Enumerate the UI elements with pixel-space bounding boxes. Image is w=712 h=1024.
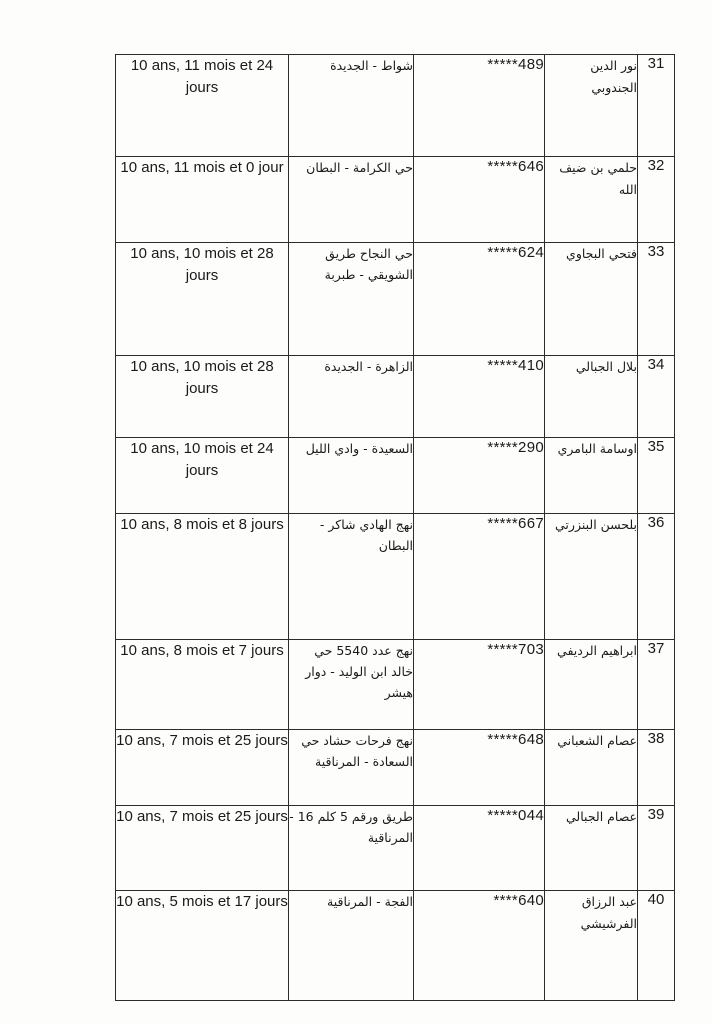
name-cell: عبد الرزاق الفرشيشي <box>545 891 638 1001</box>
table-row <box>116 243 675 356</box>
name-cell: بلحسن البنزرتي <box>545 514 638 640</box>
id-cell: ****640 <box>414 891 545 1001</box>
row-number: 39 <box>638 806 675 891</box>
id-cell: *****290 <box>414 438 545 514</box>
row-number: 32 <box>638 157 675 243</box>
row-number: 36 <box>638 514 675 640</box>
name-cell: حلمي بن ضيف الله <box>545 157 638 243</box>
address-cell: الفجة - المرناقية <box>289 891 414 1001</box>
row-number: 35 <box>638 438 675 514</box>
name-cell: نور الدين الجندوبي <box>545 55 638 157</box>
row-number: 37 <box>638 640 675 730</box>
duration-cell: 10 ans, 10 mois et 28 jours <box>116 356 289 438</box>
table-row <box>116 640 675 730</box>
duration-cell: 10 ans, 11 mois et 24 jours <box>116 55 289 157</box>
name-cell: فتحي البجاوي <box>545 243 638 356</box>
table-row <box>116 514 675 640</box>
address-cell: السعيدة - وادي الليل <box>289 438 414 514</box>
id-cell: *****703 <box>414 640 545 730</box>
address-cell: شواط - الجديدة <box>289 55 414 157</box>
duration-cell: 10 ans, 8 mois et 7 jours <box>116 640 289 730</box>
table-row <box>116 157 675 243</box>
address-cell: الزاهرة - الجديدة <box>289 356 414 438</box>
id-cell: *****646 <box>414 157 545 243</box>
name-cell: اوسامة البامري <box>545 438 638 514</box>
id-cell: *****667 <box>414 514 545 640</box>
id-cell: *****044 <box>414 806 545 891</box>
name-cell: عصام الشعباني <box>545 730 638 806</box>
name-cell: عصام الجبالي <box>545 806 638 891</box>
duration-cell: 10 ans, 5 mois et 17 jours <box>116 891 289 1001</box>
duration-cell: 10 ans, 8 mois et 8 jours <box>116 514 289 640</box>
row-number: 38 <box>638 730 675 806</box>
row-number: 40 <box>638 891 675 1001</box>
address-cell: حي النجاح طريق الشويقي - طبربة <box>289 243 414 356</box>
table-row <box>116 806 675 891</box>
row-number: 33 <box>638 243 675 356</box>
duration-cell: 10 ans, 7 mois et 25 jours <box>116 730 289 806</box>
duration-cell: 10 ans, 10 mois et 24 jours <box>116 438 289 514</box>
table-row <box>116 356 675 438</box>
address-cell: حي الكرامة - البطان <box>289 157 414 243</box>
table-row <box>116 891 675 1001</box>
name-cell: ابراهيم الرديفي <box>545 640 638 730</box>
address-cell: طريق ورقم 5 كلم 16 - المرناقية <box>289 806 414 891</box>
id-cell: *****489 <box>414 55 545 157</box>
id-cell: *****410 <box>414 356 545 438</box>
id-cell: *****624 <box>414 243 545 356</box>
id-cell: *****648 <box>414 730 545 806</box>
address-cell: نهج الهادي شاكر - البطان <box>289 514 414 640</box>
name-cell: بلال الجبالي <box>545 356 638 438</box>
address-cell: نهج عدد 5540 حي خالد ابن الوليد - دوار هيشر <box>289 640 414 730</box>
duration-cell: 10 ans, 7 mois et 25 jours <box>116 806 289 891</box>
duration-cell: 10 ans, 10 mois et 28 jours <box>116 243 289 356</box>
address-cell: نهج فرحات حشاد حي السعادة - المرناقية <box>289 730 414 806</box>
table-row <box>116 730 675 806</box>
table-row <box>116 438 675 514</box>
table-row <box>116 55 675 157</box>
duration-cell: 10 ans, 11 mois et 0 jour <box>116 157 289 243</box>
row-number: 34 <box>638 356 675 438</box>
row-number: 31 <box>638 55 675 157</box>
personnel-table <box>115 54 675 1001</box>
